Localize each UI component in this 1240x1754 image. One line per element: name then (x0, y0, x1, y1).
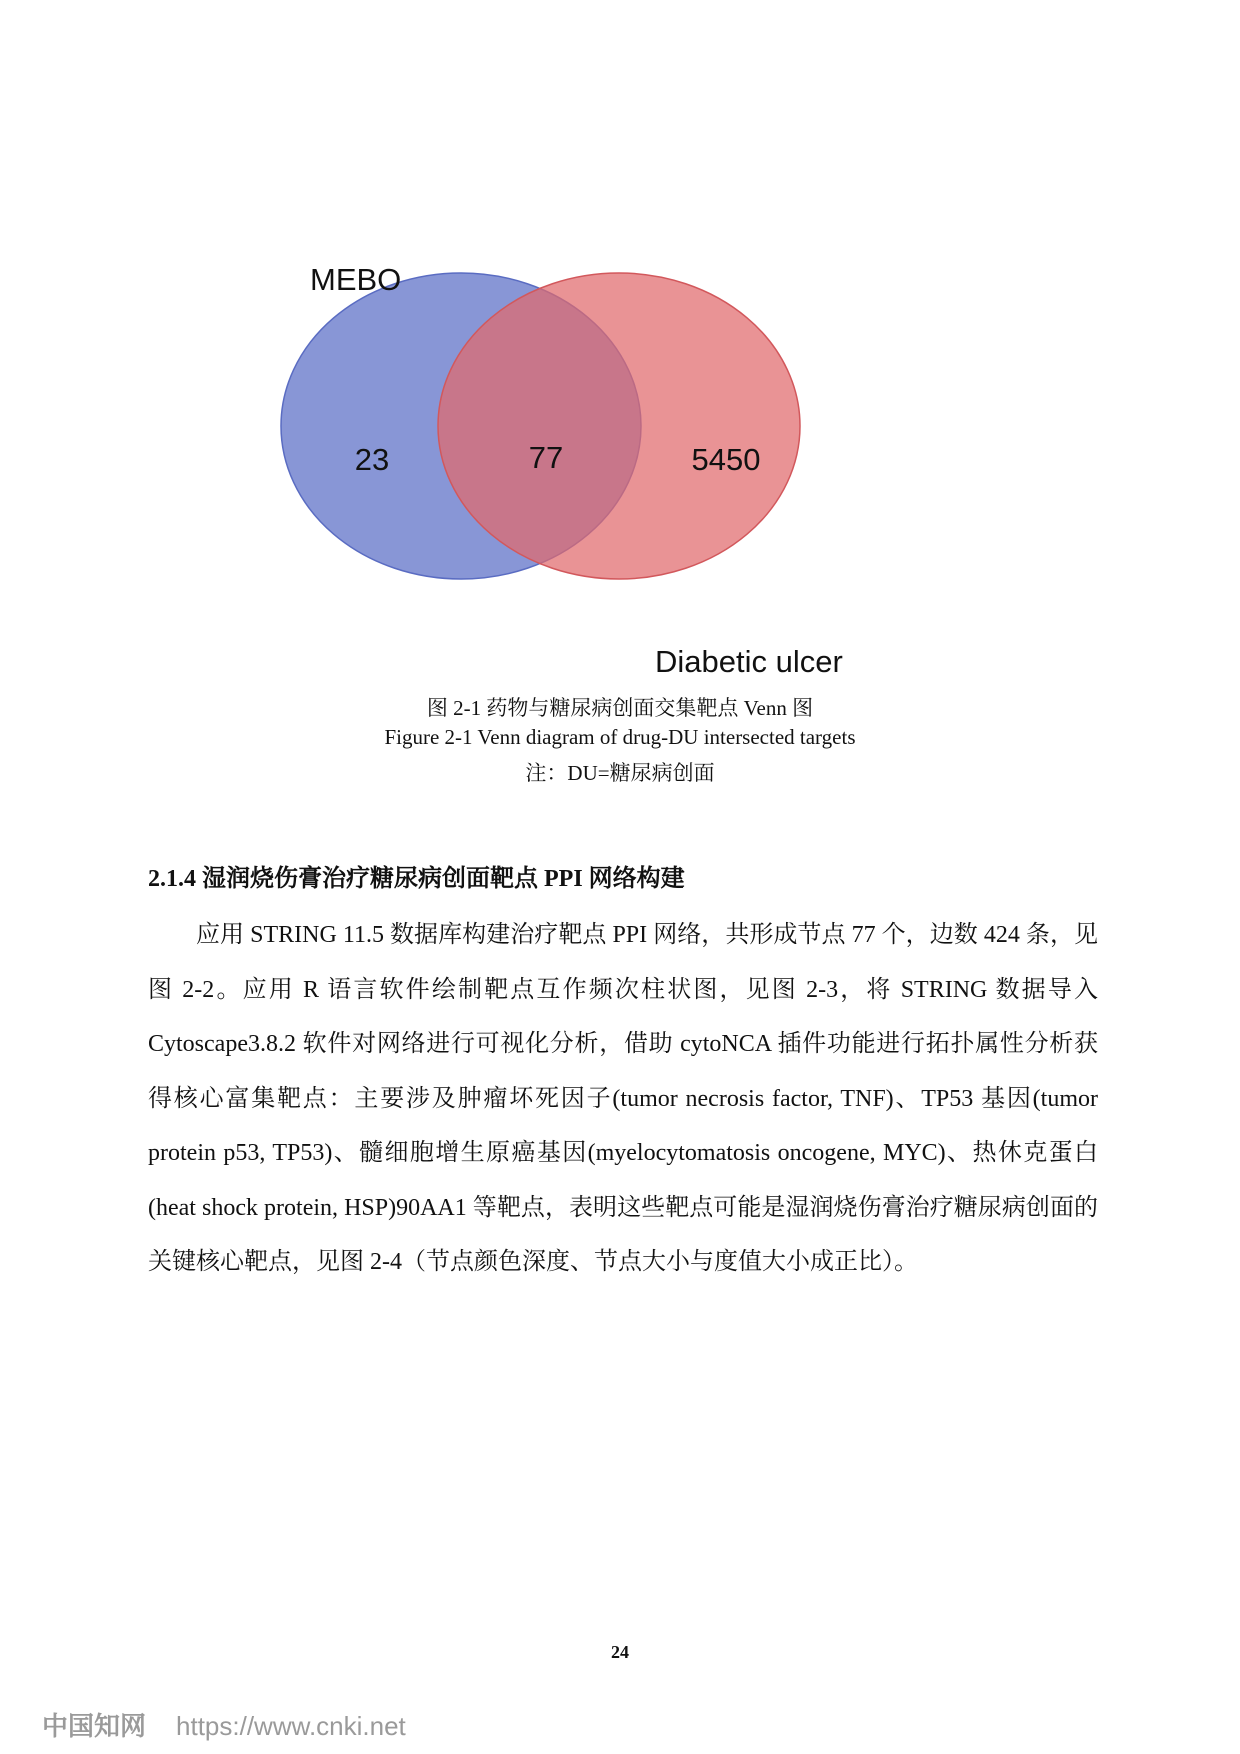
watermark-url: https://www.cnki.net (176, 1711, 406, 1741)
venn-set-a-label: MEBO (310, 262, 402, 297)
venn-set-a-only-count: 23 (354, 442, 390, 477)
venn-set-b-circle (438, 273, 800, 579)
watermark (42, 1706, 406, 1743)
figure-caption-english: Figure 2-1 Venn diagram of drug-DU intersected targets (384, 725, 856, 749)
venn-diagram (270, 260, 910, 680)
venn-set-b-label: Diabetic ulcer (655, 644, 843, 679)
figure-note: 注：DU=糖尿病创面 (525, 761, 715, 785)
venn-set-b-only-count: 5450 (691, 442, 761, 477)
section-heading: 2.1.4 湿润烧伤膏治疗糖尿病创面靶点 PPI 网络构建 (148, 866, 685, 892)
figure-caption-chinese: 图 2-1 药物与糖尿病创面交集靶点 Venn 图 (426, 696, 814, 720)
body-paragraph: 应用 STRING 11.5 数据库构建治疗靶点 PPI 网络，共形成节点 77 个，边数 424 条，见图 2-2。应用 R 语言软件绘制靶点互作频次柱状图，见图 2-3，将 STRING 数据导入 Cytoscape3.8.2 软件对网络进行可视化分析，借助 cytoNCA 插件功能进行拓扑属性分析获得核心富集靶点：主要涉及肿瘤坏死因子(tumor necrosis factor, TNF)、TP53 基因(tumor protein p53, TP53)、髓细胞增生原癌基因(myelocytomatosis oncogene, MYC)、热休克蛋白(heat shock protein, HSP)90AA1 等靶点，表明这些靶点可能是湿润烧伤膏治疗糖尿病创面的关键核心靶点，见图 2-4（节点颜色深度、节点大小与度值大小成正比）。 (148, 922, 1098, 1275)
watermark-brand: 中国知网 (42, 1711, 147, 1741)
venn-intersection-count: 77 (528, 440, 564, 475)
page-number: 24 (611, 1642, 629, 1662)
